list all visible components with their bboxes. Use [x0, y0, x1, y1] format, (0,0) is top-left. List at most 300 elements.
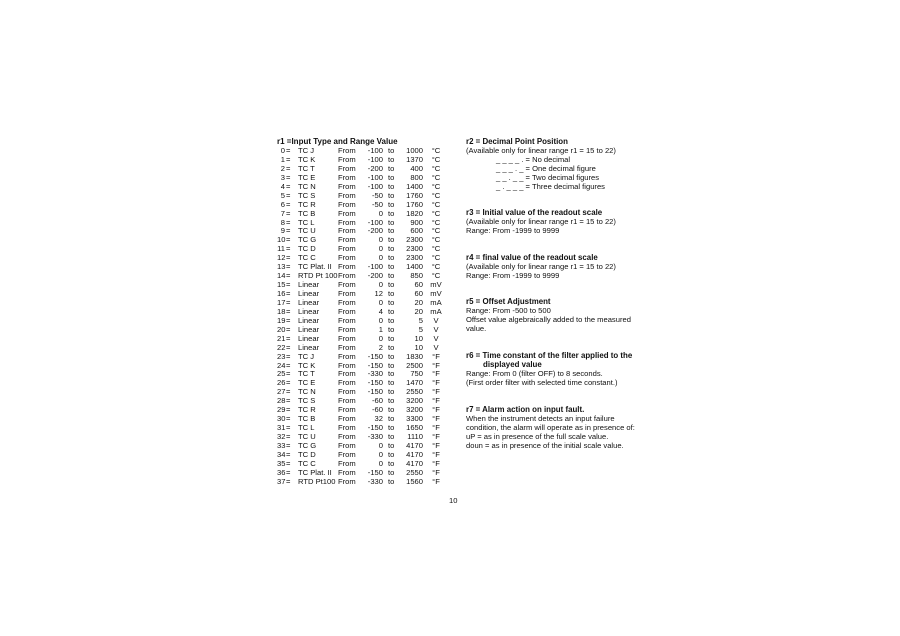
row-min-value: -150	[367, 378, 383, 388]
row-equals: =	[286, 458, 291, 468]
row-max-value: 900	[410, 217, 423, 227]
row-code: 31	[277, 423, 286, 433]
row-from: From	[338, 324, 356, 334]
row-max-value: 1560	[406, 476, 423, 486]
row-input-type: Linear	[298, 342, 320, 352]
row-code: 26	[277, 378, 286, 388]
row-max-value: 800	[410, 172, 423, 182]
r6-title-line2: displayed value	[483, 360, 542, 369]
row-code: 9	[280, 226, 285, 236]
row-input-type: TC N	[298, 387, 316, 397]
row-unit: mV	[430, 280, 442, 290]
row-code: 3	[280, 172, 285, 182]
row-max-value: 3200	[406, 405, 423, 415]
row-code: 17	[277, 297, 286, 307]
row-from: From	[338, 476, 356, 486]
row-min-value: 12	[374, 289, 383, 298]
row-to: to	[388, 369, 395, 379]
row-input-type: TC D	[298, 244, 316, 254]
row-max-value: 5	[418, 324, 423, 334]
row-to: to	[388, 226, 395, 236]
row-unit: °C	[431, 235, 441, 245]
row-unit: °C	[431, 181, 441, 191]
row-equals: =	[286, 414, 291, 424]
row-min-value: -50	[372, 190, 383, 200]
row-input-type: TC B	[298, 208, 316, 218]
row-from: From	[338, 226, 356, 236]
row-equals: =	[286, 163, 291, 173]
row-to: to	[388, 181, 395, 191]
row-max-value: 750	[410, 369, 423, 379]
row-min-value: -150	[367, 360, 383, 370]
row-input-type: TC N	[298, 181, 316, 191]
r3-title: r3 = Initial value of the readout scale	[466, 208, 603, 217]
row-from: From	[338, 449, 356, 459]
row-code: 14	[277, 271, 286, 281]
r2-option: _ _ _ . _ = One decimal figure	[496, 164, 596, 173]
input-type-table	[277, 137, 447, 487]
r7-title: r7 = Alarm action on input fault.	[466, 405, 585, 414]
row-min-value: -60	[372, 396, 383, 406]
row-equals: =	[286, 199, 291, 209]
row-input-type: TC C	[298, 253, 316, 263]
row-equals: =	[286, 315, 291, 325]
row-min-value: -200	[367, 226, 383, 236]
row-min-value: -50	[372, 199, 383, 209]
row-equals: =	[286, 360, 291, 370]
row-input-type: Linear	[298, 280, 320, 290]
row-from: From	[338, 289, 356, 298]
row-code: 16	[277, 289, 286, 298]
row-from: From	[338, 306, 356, 316]
row-equals: =	[286, 324, 291, 334]
row-code: 5	[280, 190, 285, 200]
row-equals: =	[286, 423, 291, 433]
row-from: From	[338, 217, 356, 227]
row-unit: °C	[431, 244, 441, 254]
row-min-value: -150	[367, 423, 383, 433]
row-from: From	[338, 172, 356, 182]
r4-note: (Available only for linear range r1 = 15 to 22)	[466, 262, 616, 271]
row-max-value: 20	[414, 297, 423, 307]
row-code: 18	[277, 306, 286, 316]
row-equals: =	[286, 146, 291, 155]
row-unit: °F	[432, 458, 440, 468]
row-from: From	[338, 396, 356, 406]
row-input-type: TC D	[298, 449, 316, 459]
row-equals: =	[286, 280, 291, 290]
row-min-value: 0	[378, 333, 383, 343]
row-min-value: 0	[378, 458, 383, 468]
row-min-value: 0	[378, 315, 383, 325]
row-input-type: Linear	[298, 315, 320, 325]
row-to: to	[388, 262, 395, 272]
row-max-value: 10	[414, 333, 423, 343]
row-min-value: -100	[367, 262, 383, 272]
row-equals: =	[286, 432, 291, 441]
row-code: 27	[277, 387, 286, 397]
r3-section	[466, 208, 646, 235]
row-input-type: TC G	[298, 235, 317, 245]
row-to: to	[388, 458, 395, 468]
row-min-value: 0	[378, 297, 383, 307]
row-equals: =	[286, 306, 291, 316]
row-from: From	[338, 467, 356, 477]
row-unit: °C	[431, 163, 441, 173]
row-min-value: -330	[367, 476, 383, 486]
row-unit: °C	[431, 262, 441, 272]
row-max-value: 1650	[406, 423, 423, 433]
row-unit: °C	[431, 190, 441, 200]
row-equals: =	[286, 405, 291, 415]
row-code: 28	[277, 396, 286, 406]
row-code: 6	[280, 199, 285, 209]
r3-note: (Available only for linear range r1 = 15 to 22)	[466, 217, 616, 226]
row-to: to	[388, 253, 395, 263]
row-code: 33	[277, 440, 286, 450]
row-equals: =	[286, 333, 291, 343]
row-code: 10	[277, 235, 286, 245]
row-min-value: -150	[367, 351, 383, 361]
row-unit: °F	[432, 449, 440, 459]
row-from: From	[338, 244, 356, 254]
row-from: From	[338, 387, 356, 397]
row-min-value: -100	[367, 154, 383, 164]
row-min-value: -330	[367, 369, 383, 379]
row-to: to	[388, 199, 395, 209]
row-code: 30	[277, 414, 286, 424]
row-to: to	[388, 476, 395, 486]
row-max-value: 400	[410, 163, 423, 173]
row-code: 32	[277, 432, 286, 441]
row-code: 22	[277, 342, 286, 352]
r2-option: _ . _ _ _ = Three decimal figures	[496, 182, 605, 191]
row-min-value: 32	[374, 414, 383, 424]
row-input-type: TC J	[298, 146, 315, 155]
r5-section	[466, 297, 646, 333]
row-equals: =	[286, 297, 291, 307]
row-unit: °C	[431, 217, 441, 227]
r2-title: r2 = Decimal Point Position	[466, 137, 568, 146]
row-code: 8	[280, 217, 285, 227]
row-unit: °F	[432, 360, 440, 370]
row-input-type: TC Plat. II	[298, 467, 332, 477]
r7-doun: doun = as in presence of the initial scale value.	[466, 441, 624, 450]
row-from: From	[338, 333, 356, 343]
row-from: From	[338, 190, 356, 200]
row-equals: =	[286, 467, 291, 477]
row-max-value: 600	[410, 226, 423, 236]
row-input-type: TC S	[298, 396, 316, 406]
row-to: to	[388, 378, 395, 388]
row-min-value: -150	[367, 467, 383, 477]
row-max-value: 4170	[406, 458, 423, 468]
row-unit: °C	[431, 253, 441, 263]
row-to: to	[388, 271, 395, 281]
row-to: to	[388, 217, 395, 227]
row-unit: °F	[432, 440, 440, 450]
r7-description: When the instrument detects an input failure condition, the alarm will operate as in presence of:	[466, 414, 635, 432]
row-max-value: 2300	[406, 235, 423, 245]
row-to: to	[388, 467, 395, 477]
row-code: 4	[280, 181, 285, 191]
row-to: to	[388, 235, 395, 245]
row-from: From	[338, 378, 356, 388]
r2-section	[466, 137, 646, 191]
r1-title: r1 =Input Type and Range Value	[277, 137, 398, 146]
r4-title: r4 = final value of the readout scale	[466, 253, 598, 262]
row-min-value: -100	[367, 172, 383, 182]
row-unit: °F	[432, 414, 440, 424]
row-max-value: 3200	[406, 396, 423, 406]
row-min-value: -100	[367, 181, 383, 191]
row-equals: =	[286, 369, 291, 379]
row-to: to	[388, 414, 395, 424]
row-input-type: TC U	[298, 226, 316, 236]
row-input-type: TC B	[298, 414, 316, 424]
row-max-value: 2300	[406, 253, 423, 263]
row-min-value: 4	[378, 306, 383, 316]
r7-section	[466, 405, 646, 450]
row-equals: =	[286, 476, 291, 486]
row-from: From	[338, 208, 356, 218]
r4-range: Range: From -1999 to 9999	[466, 271, 560, 280]
row-max-value: 1400	[406, 181, 423, 191]
r6-title-line1: r6 = Time constant of the filter applied to the	[466, 351, 633, 360]
row-unit: °F	[432, 369, 440, 379]
row-max-value: 1400	[406, 262, 423, 272]
row-unit: V	[433, 324, 439, 334]
row-input-type: TC U	[298, 432, 316, 441]
row-from: From	[338, 440, 356, 450]
row-to: to	[388, 154, 395, 164]
row-input-type: TC K	[298, 360, 316, 370]
row-code: 12	[277, 253, 286, 263]
row-min-value: 0	[378, 449, 383, 459]
row-unit: mV	[430, 289, 442, 298]
row-equals: =	[286, 271, 291, 281]
row-min-value: -200	[367, 271, 383, 281]
row-equals: =	[286, 154, 291, 164]
row-from: From	[338, 262, 356, 272]
row-min-value: 0	[378, 253, 383, 263]
row-input-type: TC T	[298, 163, 315, 173]
row-from: From	[338, 271, 356, 281]
row-from: From	[338, 423, 356, 433]
row-from: From	[338, 235, 356, 245]
row-to: to	[388, 405, 395, 415]
row-max-value: 1370	[406, 154, 423, 164]
row-from: From	[338, 342, 356, 352]
row-code: 29	[277, 405, 286, 415]
row-input-type: TC L	[298, 423, 315, 433]
row-to: to	[388, 244, 395, 254]
row-code: 0	[280, 146, 285, 155]
row-to: to	[388, 297, 395, 307]
row-input-type: Linear	[298, 306, 320, 316]
row-unit: °C	[431, 199, 441, 209]
row-input-type: TC G	[298, 440, 317, 450]
row-unit: °C	[431, 172, 441, 182]
row-from: From	[338, 297, 356, 307]
row-unit: °F	[432, 396, 440, 406]
row-max-value: 850	[410, 271, 423, 281]
row-from: From	[338, 414, 356, 424]
row-code: 13	[277, 262, 286, 272]
row-code: 11	[277, 244, 285, 254]
row-max-value: 2300	[406, 244, 423, 254]
row-from: From	[338, 351, 356, 361]
r2-option: _ _ _ _ . = No decimal	[496, 155, 571, 164]
row-from: From	[338, 458, 356, 468]
row-code: 24	[277, 360, 286, 370]
row-from: From	[338, 199, 356, 209]
row-unit: °F	[432, 351, 440, 361]
row-equals: =	[286, 396, 291, 406]
row-unit: °C	[431, 271, 441, 281]
row-unit: °F	[432, 423, 440, 433]
row-min-value: -100	[367, 217, 383, 227]
row-max-value: 2550	[406, 387, 423, 397]
row-equals: =	[286, 440, 291, 450]
row-input-type: TC E	[298, 378, 316, 388]
row-equals: =	[286, 181, 291, 191]
row-unit: V	[433, 342, 439, 352]
row-min-value: -100	[367, 146, 383, 155]
row-from: From	[338, 181, 356, 191]
r2-note: (Available only for linear range r1 = 15 to 22)	[466, 146, 616, 155]
row-code: 34	[277, 449, 286, 459]
row-min-value: 1	[378, 324, 383, 334]
row-min-value: -60	[372, 405, 383, 415]
row-to: to	[388, 351, 395, 361]
row-to: to	[388, 324, 395, 334]
row-from: From	[338, 315, 356, 325]
row-to: to	[388, 432, 395, 441]
row-from: From	[338, 405, 356, 415]
row-equals: =	[286, 244, 291, 254]
row-unit: mA	[430, 306, 442, 316]
row-unit: °F	[432, 476, 440, 486]
row-max-value: 3300	[406, 414, 423, 424]
row-min-value: 0	[378, 208, 383, 218]
row-min-value: -330	[367, 432, 383, 441]
row-from: From	[338, 163, 356, 173]
row-to: to	[388, 423, 395, 433]
row-to: to	[388, 342, 395, 352]
row-max-value: 2500	[406, 360, 423, 370]
row-unit: °F	[432, 378, 440, 388]
r6-section	[466, 351, 646, 387]
r5-title: r5 = Offset Adjustment	[466, 297, 551, 306]
row-input-type: TC S	[298, 190, 316, 200]
row-max-value: 4170	[406, 440, 423, 450]
row-max-value: 1760	[406, 190, 423, 200]
row-from: From	[338, 432, 356, 441]
row-min-value: 0	[378, 280, 383, 290]
row-to: to	[388, 449, 395, 459]
row-unit: mA	[430, 297, 442, 307]
row-from: From	[338, 369, 356, 379]
row-max-value: 1760	[406, 199, 423, 209]
row-unit: V	[433, 333, 439, 343]
row-code: 2	[280, 163, 285, 173]
row-max-value: 2550	[406, 467, 423, 477]
row-to: to	[388, 280, 395, 290]
row-code: 20	[277, 324, 286, 334]
row-to: to	[388, 387, 395, 397]
row-to: to	[388, 315, 395, 325]
row-max-value: 1830	[406, 351, 423, 361]
row-to: to	[388, 208, 395, 218]
row-input-type: RTD Pt 100	[298, 271, 338, 281]
row-input-type: TC C	[298, 458, 316, 468]
row-max-value: 1470	[406, 378, 423, 388]
row-max-value: 10	[414, 342, 423, 352]
r6-range: Range: From 0 (filter OFF) to 8 seconds.	[466, 369, 603, 378]
row-unit: V	[433, 315, 439, 325]
row-to: to	[388, 440, 395, 450]
row-from: From	[338, 280, 356, 290]
row-equals: =	[286, 253, 291, 263]
row-unit: °F	[432, 387, 440, 397]
row-max-value: 20	[414, 306, 423, 316]
row-code: 7	[280, 208, 285, 218]
row-to: to	[388, 333, 395, 343]
r2-option: _ _ . _ _ = Two decimal figures	[496, 173, 600, 182]
r5-description: Offset value algebraically added to the measured value.	[466, 315, 631, 333]
row-unit: °C	[431, 208, 441, 218]
row-input-type: Linear	[298, 289, 320, 298]
page-number: 10	[449, 496, 458, 505]
row-max-value: 60	[414, 289, 423, 298]
r7-up: uP = as in presence of the full scale value.	[466, 432, 609, 441]
r6-title	[466, 351, 646, 369]
row-code: 15	[277, 280, 286, 290]
row-equals: =	[286, 289, 291, 298]
row-to: to	[388, 360, 395, 370]
row-min-value: 0	[378, 440, 383, 450]
row-unit: °F	[432, 405, 440, 415]
row-equals: =	[286, 190, 291, 200]
row-max-value: 1000	[406, 146, 423, 155]
row-unit: °C	[431, 154, 441, 164]
row-from: From	[338, 154, 356, 164]
row-input-type: TC E	[298, 172, 316, 182]
r5-range: Range: From -500 to 500	[466, 306, 551, 315]
row-unit: °C	[431, 226, 441, 236]
row-input-type: TC R	[298, 405, 316, 415]
row-min-value: 0	[378, 235, 383, 245]
row-equals: =	[286, 217, 291, 227]
row-code: 37	[277, 476, 286, 486]
row-equals: =	[286, 342, 291, 352]
row-equals: =	[286, 172, 291, 182]
row-equals: =	[286, 378, 291, 388]
row-min-value: -200	[367, 163, 383, 173]
row-max-value: 5	[418, 315, 423, 325]
row-min-value: -150	[367, 387, 383, 397]
row-max-value: 1820	[406, 208, 423, 218]
row-code: 35	[277, 458, 286, 468]
row-to: to	[388, 172, 395, 182]
row-to: to	[388, 306, 395, 316]
row-min-value: 0	[378, 244, 383, 254]
table-row	[277, 478, 447, 487]
row-input-type: TC K	[298, 154, 316, 164]
row-input-type: TC T	[298, 369, 315, 379]
r6-note: (First order filter with selected time constant.)	[466, 378, 618, 387]
